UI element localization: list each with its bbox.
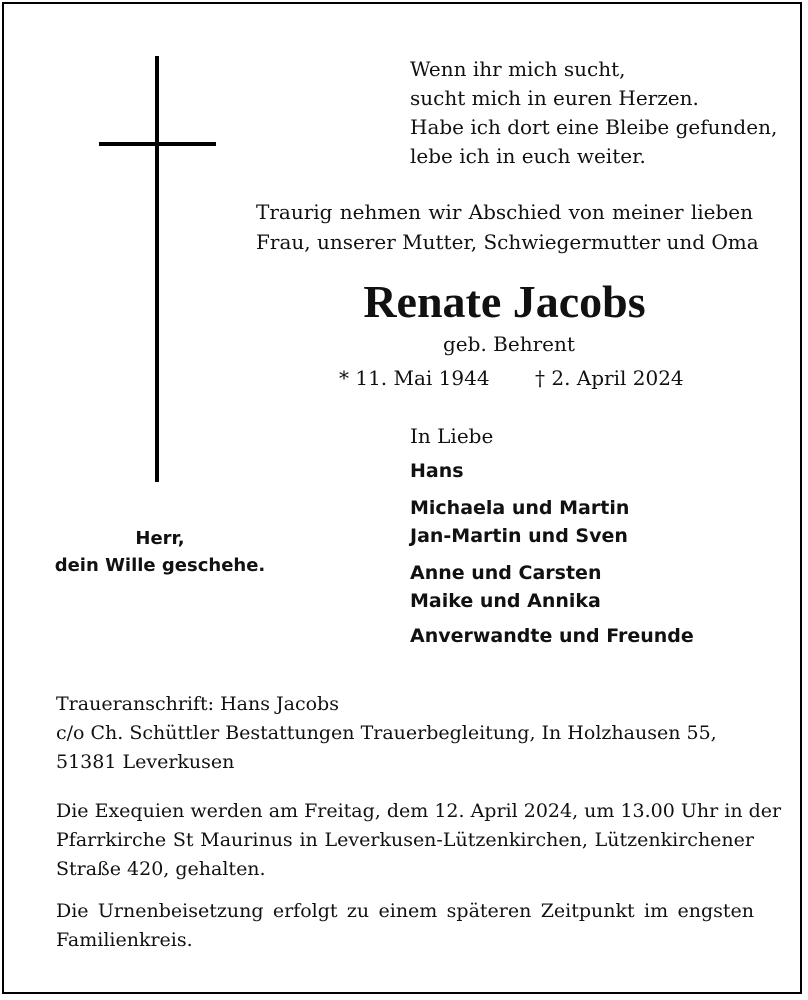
poem-line: sucht mich in euren Herzen.: [410, 86, 699, 110]
poem-line: Habe ich dort eine Bleibe gefunden,: [410, 115, 778, 139]
address-line: Traueranschrift: Hans Jacobs: [56, 693, 339, 715]
cross-icon-bar: [99, 142, 216, 146]
family-member: Maike und Annika: [410, 590, 601, 612]
service-line: Pfarrkirche St Maurinus in Leverkusen-Lützenkirchen, Lützenkirchener: [56, 829, 754, 851]
verse-line: dein Wille geschehe.: [54, 555, 266, 576]
verse-line: Herr,: [135, 528, 185, 549]
cross-icon: [155, 56, 159, 482]
burial-line: Familienkreis.: [56, 929, 193, 951]
address-line: 51381 Leverkusen: [56, 751, 235, 773]
service-line: Die Exequien werden am Freitag, dem 12. April 2024, um 13.00 Uhr in der: [56, 800, 782, 822]
birth-date: * 11. Mai 1944: [339, 366, 490, 390]
service-line: Straße 420, gehalten.: [56, 858, 266, 880]
family-member: Hans: [410, 460, 464, 482]
birth-name: geb. Behrent: [443, 332, 575, 356]
poem: [410, 55, 777, 171]
bible-verse: [40, 525, 280, 579]
service-info: [56, 797, 782, 884]
address-line: c/o Ch. Schüttler Bestattungen Trauerbegleitung, In Holzhausen 55,: [56, 722, 717, 744]
family-member: Michaela und Martin: [410, 497, 630, 519]
intro-line: Traurig nehmen wir Abschied von meiner lieben: [256, 200, 753, 224]
family-member: Anne und Carsten: [410, 562, 602, 584]
burial-line: Die Urnenbeisetzung erfolgt zu einem späteren Zeitpunkt im engsten: [56, 900, 754, 922]
poem-line: Wenn ihr mich sucht,: [410, 57, 626, 81]
family-member: Anverwandte und Freunde: [410, 625, 694, 647]
burial-info: [56, 897, 754, 955]
intro-line: Frau, unserer Mutter, Schwiegermutter und Oma: [256, 230, 759, 254]
family-lead: In Liebe: [410, 424, 494, 448]
family-list: [410, 422, 694, 650]
deceased-name: Renate Jacobs: [363, 276, 646, 327]
intro-text: [256, 197, 759, 257]
death-date: † 2. April 2024: [535, 366, 684, 390]
poem-line: lebe ich in euch weiter.: [410, 144, 646, 168]
family-member: Jan-Martin und Sven: [410, 525, 628, 547]
mourning-address: [56, 690, 717, 777]
